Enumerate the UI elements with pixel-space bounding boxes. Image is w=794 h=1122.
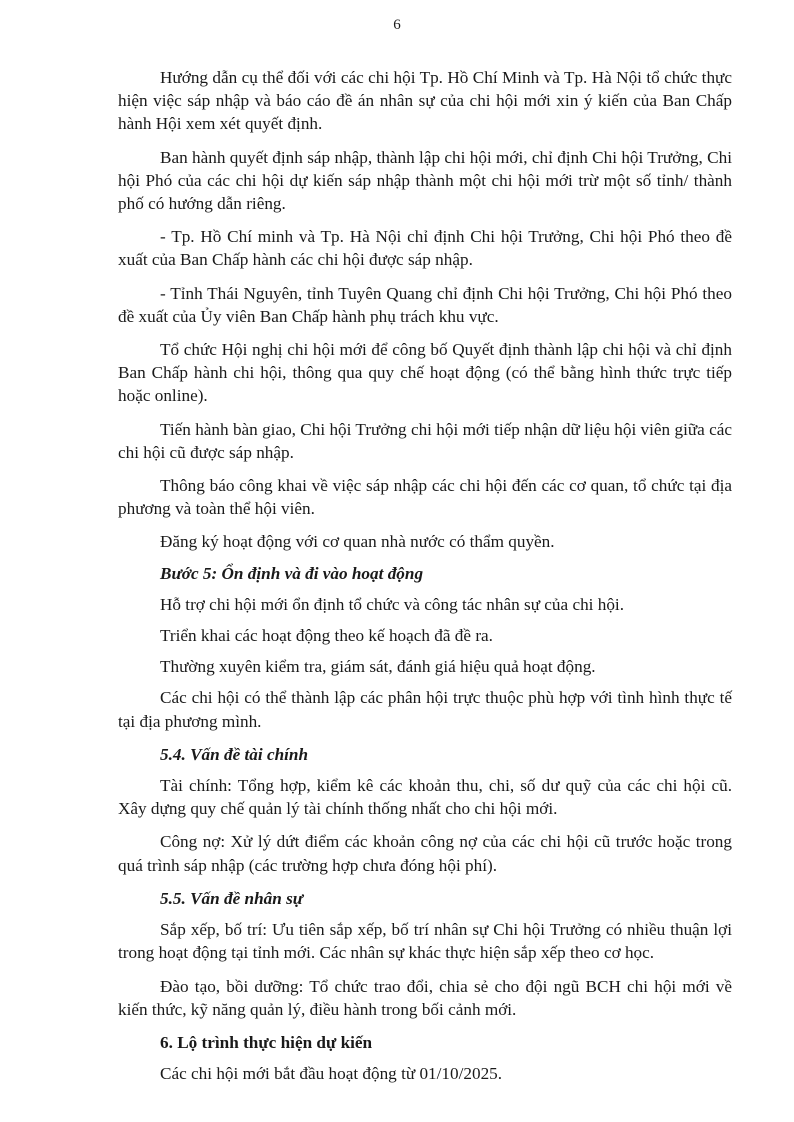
paragraph: Tổ chức Hội nghị chi hội mới để công bố Quyết định thành lập chi hội và chỉ định Ban Chấp hành chi hội, thông qua quy chế hoạt động (có thể bằng hình thức trực tiếp hoặc online). xyxy=(118,340,732,406)
paragraph: Sắp xếp, bố trí: Ưu tiên sắp xếp, bố trí nhân sự Chi hội Trưởng có nhiều thuận lợi trong hoạt động tại tỉnh mới. Các nhân sự khác thực hiện sắp xếp theo cơ học. xyxy=(118,920,732,963)
section-heading-5-5: 5.5. Vấn đề nhân sự xyxy=(160,888,304,908)
paragraph: - Tỉnh Thái Nguyên, tỉnh Tuyên Quang chỉ định Chi hội Trưởng, Chi hội Phó theo đề xuất của Ủy viên Ban Chấp hành phụ trách khu vực. xyxy=(118,283,732,326)
paragraph: Các chi hội mới bắt đầu hoạt động từ 01/10/2025. xyxy=(160,1064,503,1084)
section-heading-5-4: 5.4. Vấn đề tài chính xyxy=(160,744,309,764)
paragraph: Triển khai các hoạt động theo kế hoạch đã đề ra. xyxy=(160,626,493,646)
document-body xyxy=(118,66,732,1095)
paragraph: Thường xuyên kiểm tra, giám sát, đánh giá hiệu quả hoạt động. xyxy=(160,657,596,677)
paragraph: Tài chính: Tổng hợp, kiểm kê các khoản thu, chi, số dư quỹ của các chi hội cũ. Xây dựng quy chế quản lý tài chính thống nhất cho chi hội mới. xyxy=(118,776,732,819)
paragraph: - Tp. Hồ Chí minh và Tp. Hà Nội chỉ định Chi hội Trưởng, Chi hội Phó theo đề xuất của Ban Chấp hành các chi hội được sáp nhập. xyxy=(118,227,732,270)
paragraph: Các chi hội có thể thành lập các phân hội trực thuộc phù hợp với tình hình thực tế tại địa phương mình. xyxy=(118,688,732,731)
paragraph: Đăng ký hoạt động với cơ quan nhà nước có thẩm quyền. xyxy=(160,532,555,552)
paragraph: Thông báo công khai về việc sáp nhập các chi hội đến các cơ quan, tổ chức tại địa phương và toàn thể hội viên. xyxy=(118,476,732,519)
paragraph: Hướng dẫn cụ thể đối với các chi hội Tp. Hồ Chí Minh và Tp. Hà Nội tổ chức thực hiện việc sáp nhập và báo cáo đề án nhân sự của chi hội mới xin ý kiến của Ban Chấp hành Hội xem xét quyết định. xyxy=(118,68,732,134)
section-heading-6: 6. Lộ trình thực hiện dự kiến xyxy=(160,1032,373,1052)
paragraph: Công nợ: Xử lý dứt điểm các khoản công nợ của các chi hội cũ trước hoặc trong quá trình sáp nhập (các trường hợp chưa đóng hội phí). xyxy=(118,832,732,875)
paragraph: Tiến hành bàn giao, Chi hội Trưởng chi hội mới tiếp nhận dữ liệu hội viên giữa các chi hội cũ được sáp nhập. xyxy=(118,419,732,462)
paragraph: Ban hành quyết định sáp nhập, thành lập chi hội mới, chỉ định Chi hội Trưởng, Chi hội Phó của các chi hội dự kiến sáp nhập thành một chi hội mới trừ một số tỉnh/ thành phố có hướng dẫn riêng. xyxy=(118,147,732,214)
page-number: 6 xyxy=(393,17,401,33)
paragraph: Đào tạo, bồi dưỡng: Tổ chức trao đổi, chia sẻ cho đội ngũ BCH chi hội mới về kiến thức, kỹ năng quản lý, điều hành trong bối cảnh mới. xyxy=(118,976,732,1019)
paragraph: Hỗ trợ chi hội mới ổn định tổ chức và công tác nhân sự của chi hội. xyxy=(160,594,625,614)
section-heading-step5: Bước 5: Ổn định và đi vào hoạt động xyxy=(160,563,424,583)
